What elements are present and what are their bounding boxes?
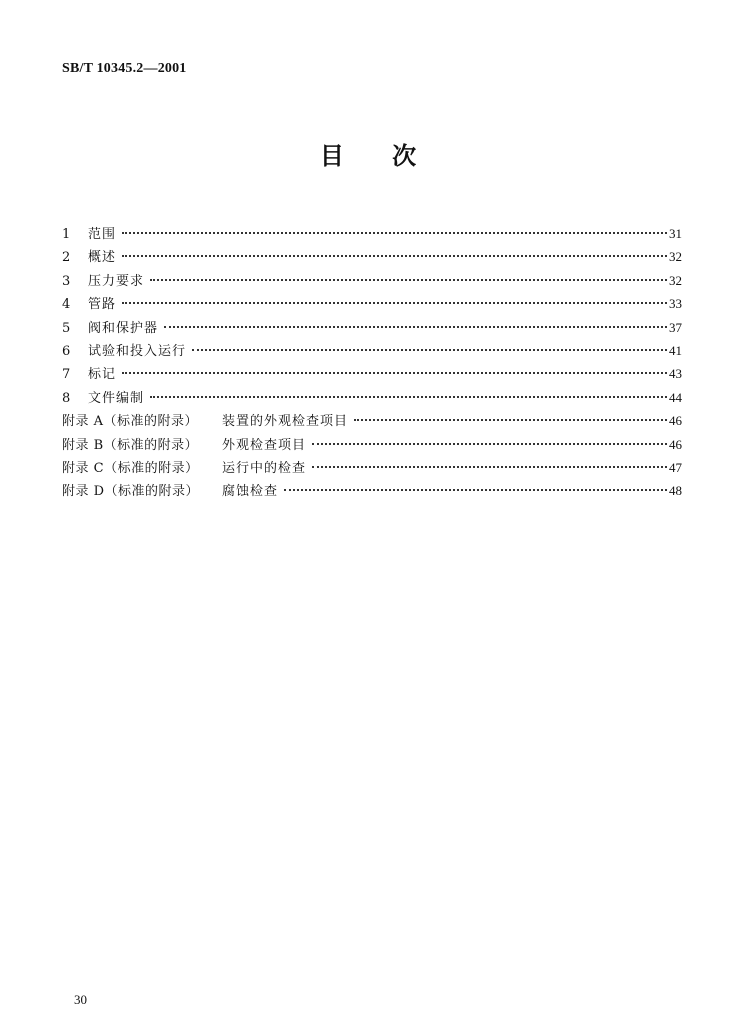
toc-entry-page: 31 (669, 226, 682, 241)
dot-leader (312, 443, 667, 445)
toc-entry-page: 41 (669, 342, 682, 358)
toc-entry-number: 1 (62, 227, 71, 242)
toc-entry-label: 标记 (88, 367, 117, 383)
toc-entry-number: 8 (62, 390, 71, 406)
toc-entry-page: 46 (669, 413, 682, 429)
toc-entry-label: 概述 (88, 250, 117, 266)
toc-appendix-c[interactable] (62, 458, 682, 481)
toc-appendix-prefix: 附录 A（标准的附录） (62, 414, 199, 430)
dot-leader (150, 396, 667, 398)
toc-entry-label: 试验和投入运行 (88, 343, 187, 359)
dot-leader (284, 489, 667, 491)
dot-leader (122, 372, 667, 374)
toc-entry-number: 4 (62, 297, 71, 313)
toc-entry-number: 6 (62, 343, 71, 359)
toc-entry-7[interactable] (62, 364, 682, 387)
page-number: 30 (74, 992, 87, 1007)
document-code: SB/T 10345.2—2001 (62, 61, 187, 76)
toc-entry-4[interactable] (62, 294, 682, 317)
toc-entry-page: 48 (669, 483, 682, 499)
toc-appendix-a[interactable] (62, 411, 682, 434)
toc-entry-page: 32 (669, 249, 682, 265)
toc-entry-label: 运行中的检查 (222, 460, 307, 476)
toc-appendix-prefix: 附录 D（标准的附录） (62, 484, 200, 500)
dot-leader (164, 326, 667, 328)
toc-entry-number: 3 (62, 273, 71, 289)
toc-entry-5[interactable] (62, 318, 682, 341)
toc-entry-label: 外观检查项目 (222, 437, 307, 453)
toc-appendix-prefix: 附录 C（标准的附录） (62, 460, 199, 476)
toc-entry-8[interactable] (62, 388, 682, 411)
table-of-contents (62, 224, 682, 505)
toc-entry-label: 管路 (88, 297, 117, 313)
toc-entry-label: 腐蚀检查 (222, 484, 279, 500)
toc-entry-label: 文件编制 (88, 390, 145, 406)
toc-entry-label: 装置的外观检查项目 (222, 414, 349, 430)
dot-leader (150, 279, 667, 281)
toc-entry-6[interactable] (62, 341, 682, 364)
dot-leader (122, 255, 667, 257)
dot-leader (122, 302, 667, 304)
toc-entry-2[interactable] (62, 247, 682, 270)
toc-appendix-d[interactable] (62, 481, 682, 504)
toc-entry-label: 压力要求 (88, 273, 145, 289)
toc-entry-page: 47 (669, 459, 682, 475)
toc-entry-1[interactable] (62, 224, 682, 247)
toc-entry-3[interactable] (62, 271, 682, 294)
dot-leader (192, 349, 667, 351)
toc-entry-label: 范围 (88, 227, 117, 242)
dot-leader (122, 232, 667, 234)
toc-entry-page: 37 (669, 319, 682, 335)
toc-entry-page: 32 (669, 272, 682, 288)
toc-entry-number: 7 (62, 367, 71, 383)
dot-leader (312, 466, 667, 468)
toc-entry-label: 阀和保护器 (88, 320, 159, 336)
toc-entry-page: 44 (669, 389, 682, 405)
toc-entry-number: 2 (62, 250, 71, 266)
toc-entry-page: 33 (669, 296, 682, 312)
toc-entry-page: 46 (669, 436, 682, 452)
toc-appendix-b[interactable] (62, 435, 682, 458)
toc-entry-page: 43 (669, 366, 682, 382)
toc-appendix-prefix: 附录 B（标准的附录） (62, 437, 199, 453)
toc-entry-number: 5 (62, 320, 71, 336)
page-title: 目 次 (319, 142, 437, 170)
dot-leader (354, 419, 667, 421)
